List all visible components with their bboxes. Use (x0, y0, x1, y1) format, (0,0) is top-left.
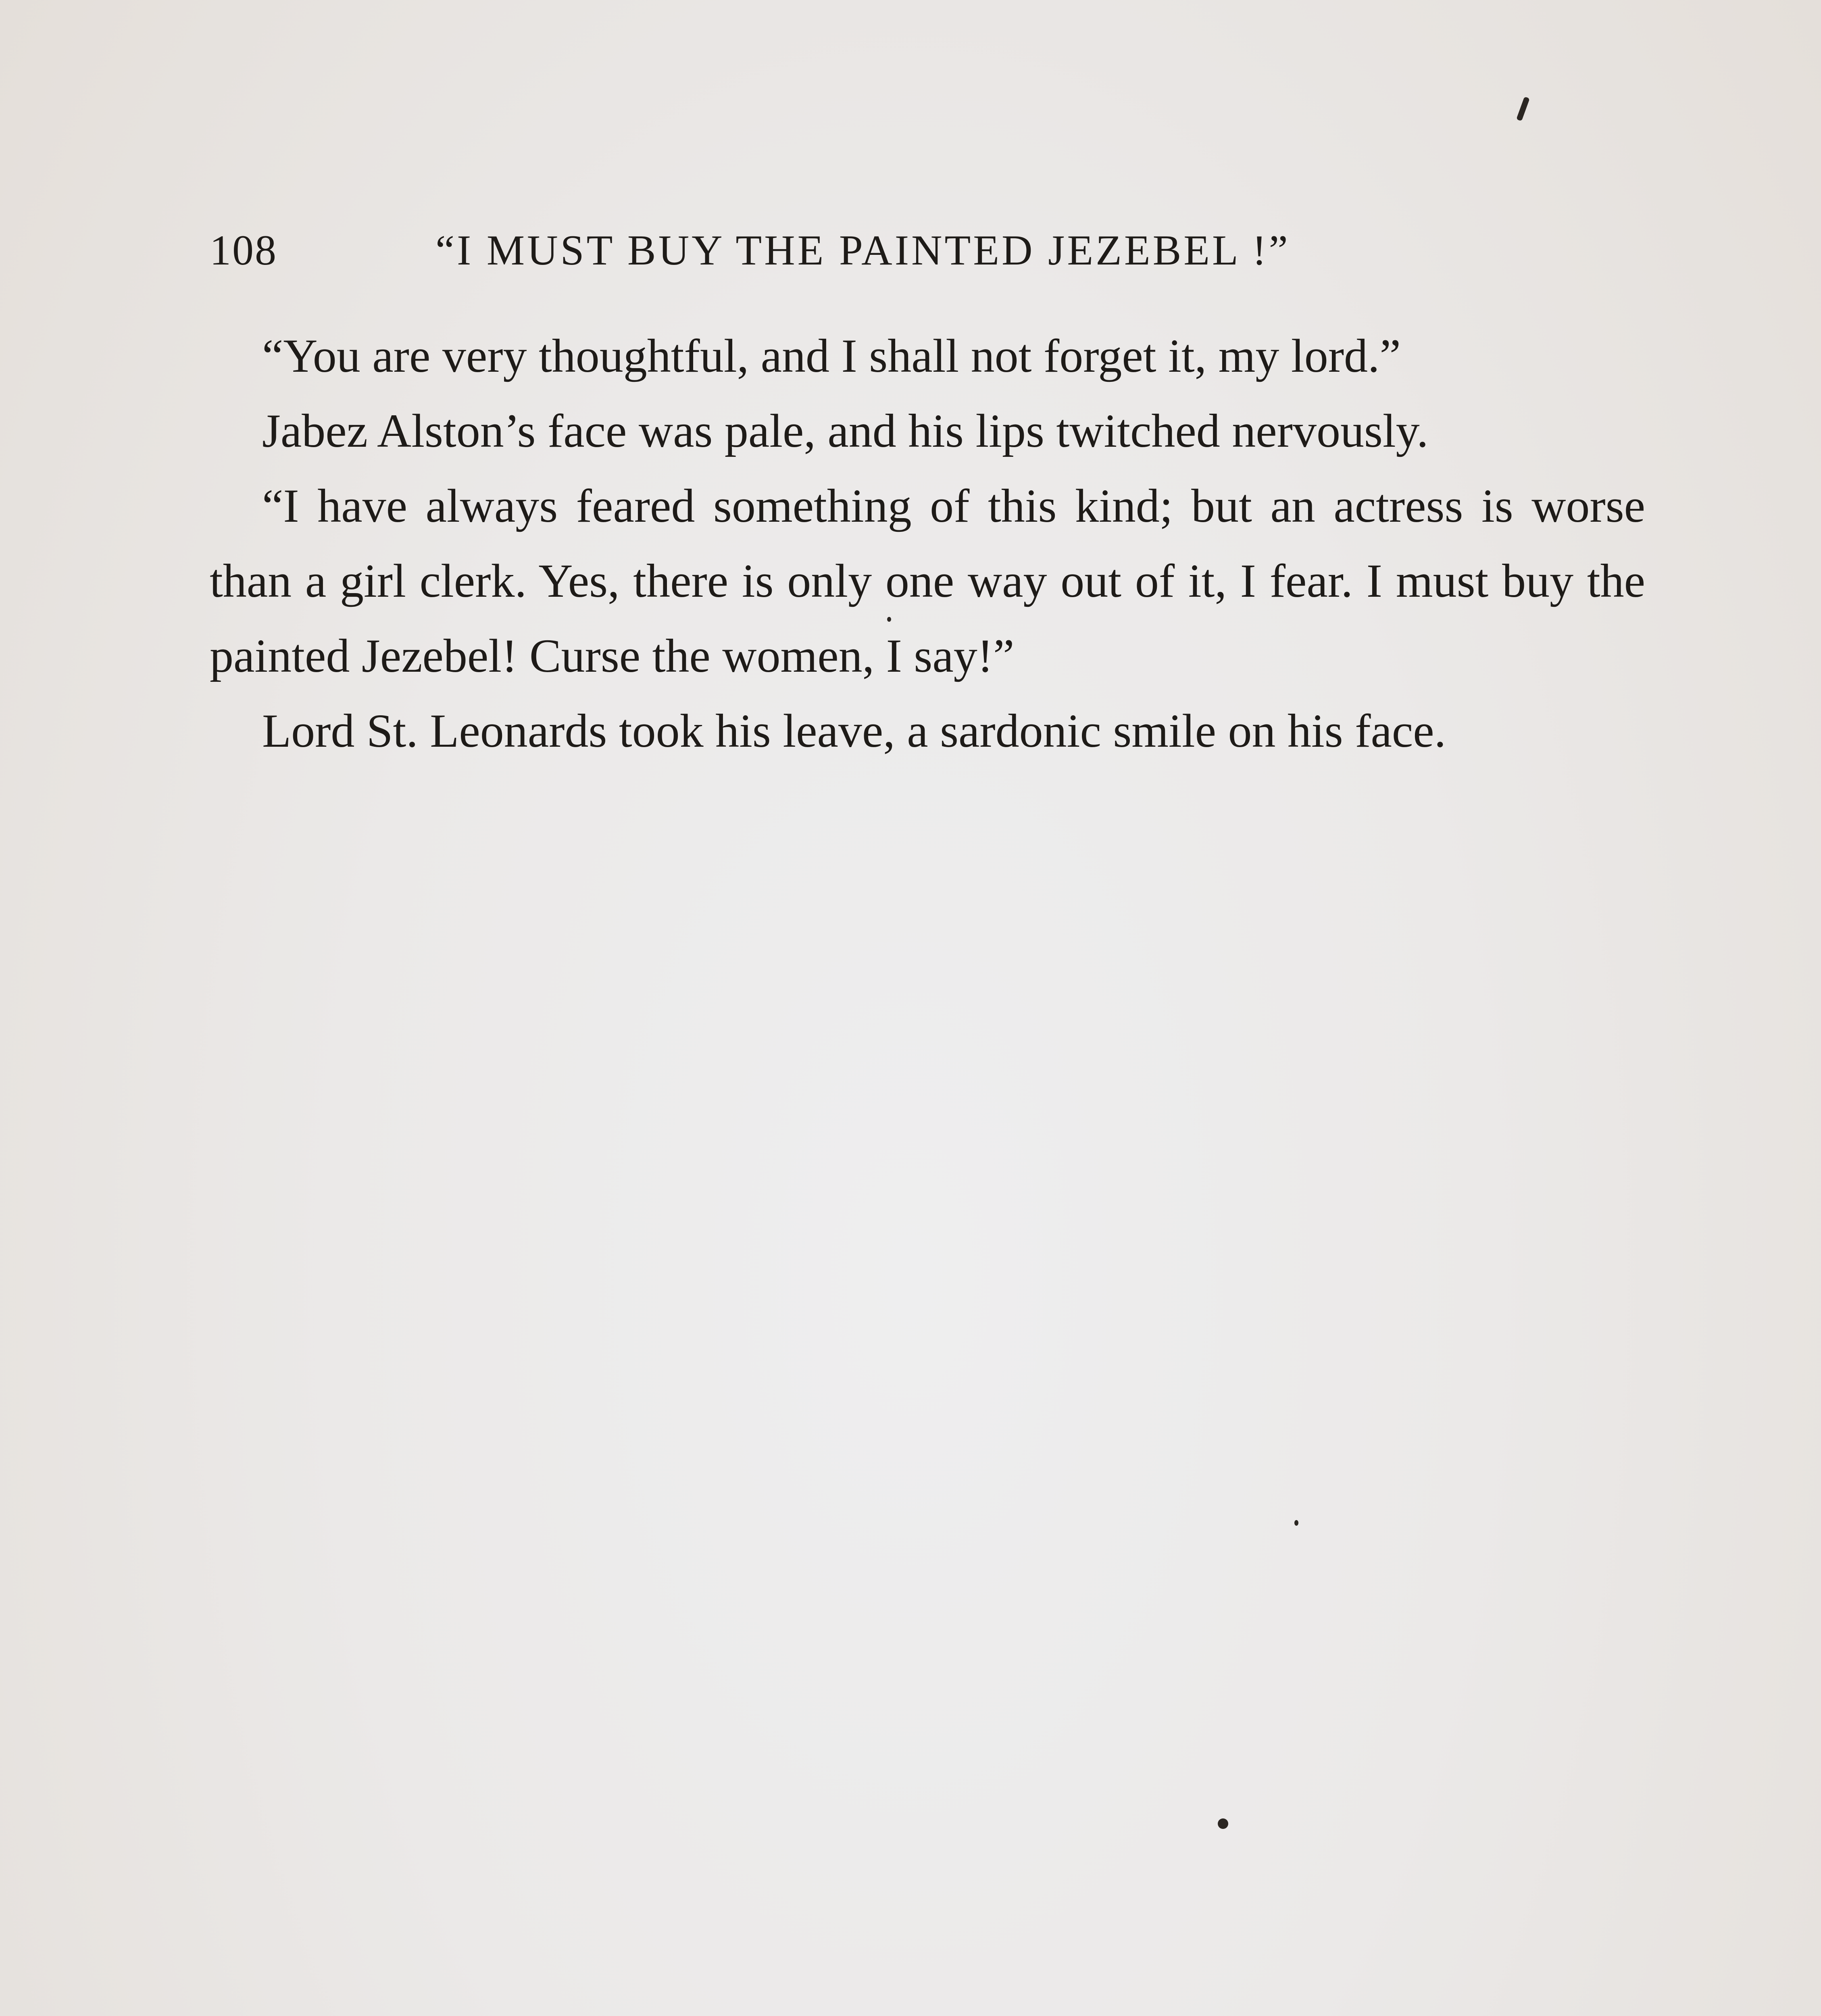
paper-speck (1294, 1520, 1298, 1526)
paragraph: “I have always feared something of this kind; but an actress is worse than a girl clerk. Yes, there is only one way out of it, I fear. I must buy the painted Jezebel! Curse the women, I say!” (210, 479, 1645, 682)
paper-speck (887, 617, 891, 622)
running-head (210, 226, 1645, 298)
body-text (210, 319, 1645, 768)
paper-speck (1218, 1818, 1228, 1829)
paper-speck (1516, 96, 1530, 121)
page-number: 108 (210, 227, 277, 274)
paragraph: “You are very thoughtful, and I shall not forget it, my lord.” (262, 329, 1401, 382)
chapter-running-title: “I MUST BUY THE PAINTED JEZEBEL !” (435, 227, 1290, 274)
paragraph: Lord St. Leonards took his leave, a sardonic smile on his face. (262, 704, 1446, 757)
paragraph: Jabez Alston’s face was pale, and his lips twitched nervously. (262, 404, 1429, 457)
